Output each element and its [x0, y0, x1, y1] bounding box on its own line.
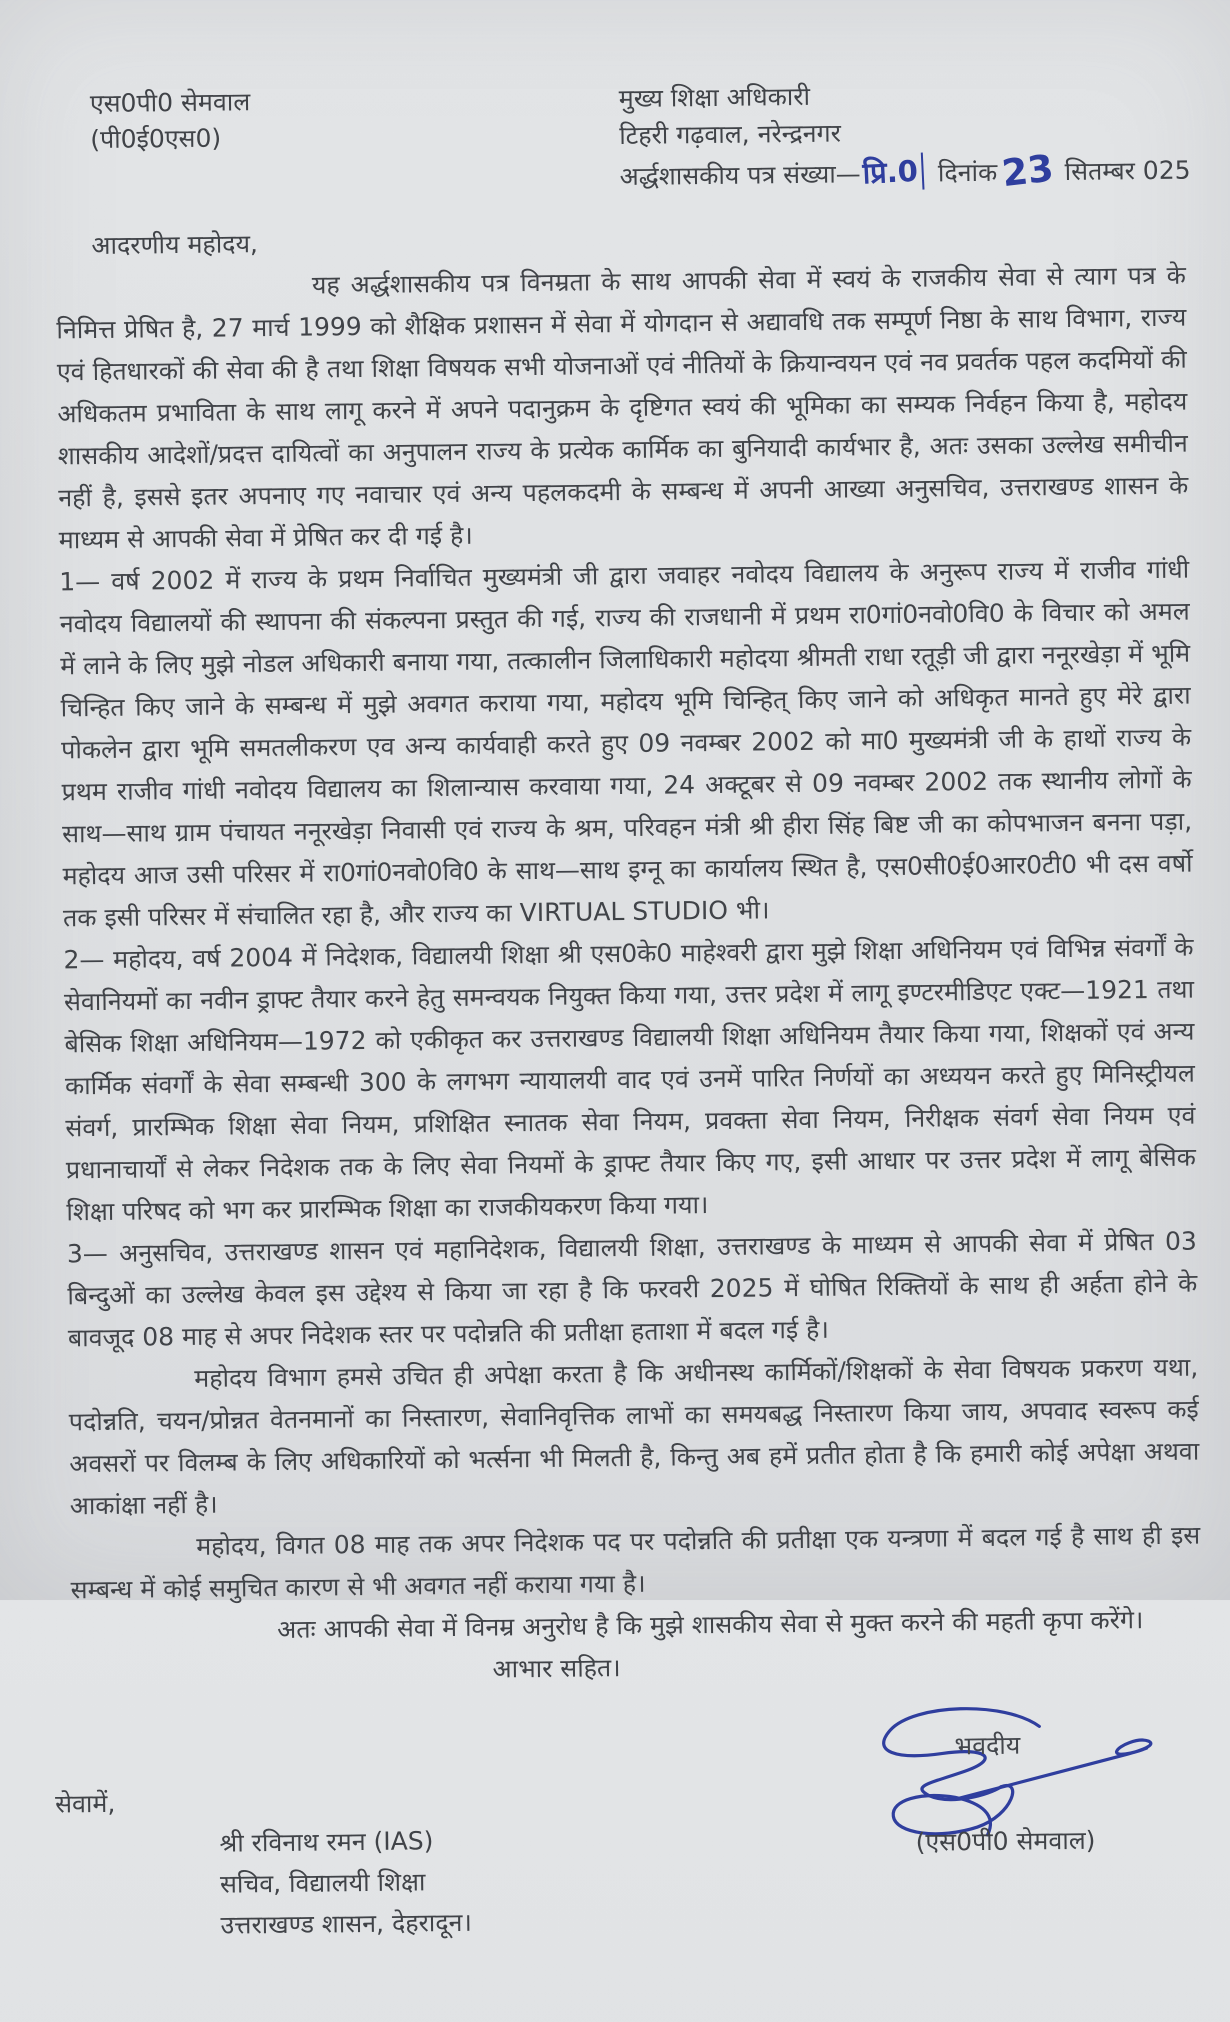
closing-section	[54, 1689, 1206, 2022]
addressee-lines	[219, 1820, 472, 1946]
sender-name: एस0पी0 सेमवाल	[89, 87, 251, 119]
office-title: मुख्य शिक्षा अधिकारी	[618, 81, 811, 114]
recipient-office-block	[618, 74, 1191, 196]
ref-prefix: अर्द्धशासकीय पत्र संख्या—	[619, 159, 861, 192]
addressee-department: उत्तराखण्ड शासन, देहरादून।	[220, 1907, 473, 1940]
letter-content	[54, 74, 1206, 2022]
office-location: टिहरी गढ़वाल, नरेन्द्रनगर	[619, 118, 842, 151]
addressee-block	[54, 1779, 473, 1947]
handwritten-ref-number: प्रि.0	[862, 153, 925, 193]
paragraph-intro: यह अर्द्धशासकीय पत्र विनम्रता के साथ आपकी सेवा में स्वयं के राजकीय सेवा से त्याग पत्र के निमित्त प्रेषित है, 27 मार्च 1999 को शैक्षिक प्रशासन में सेवा में योगदान से अद्यावधि तक सम्पूर्ण निष्ठा के साथ विभाग, राज्य एवं हितधारकों की सेवा की है तथा शिक्षा विषयक सभी योजनाओं एवं नीतियों के क्रियान्वयन एवं नव प्रवर्तक पहल कदमियों की अधिकतम प्रभाविता के साथ लागू करने में अपने पदानुक्रम के दृष्टिगत स्वयं की भूमिका का सम्यक निर्वहन किया है, महोदय शासकीय आदेशों/प्रदत्त दायित्वों का अनुपालन राज्य के प्रत्येक कार्मिक का बुनियादी कार्यभार है, अतः उसका उल्लेख समीचीन नहीं है, इससे इतर अपनाए गए नवाचार एवं अन्य पहलकदमी के सम्बन्ध में अपनी आख्या अनुसचिव, उत्तराखण्ड शासन के माध्यम से आपकी सेवा में प्रेषित कर दी गई है।	[56, 260, 1189, 555]
paragraph-wait: महोदय, विगत 08 माह तक अपर निदेशक पद पर पदोन्नति की प्रतीक्षा एक यन्त्रणा में बदल गई है साथ ही इस सम्बन्ध में कोई समुचित कारण से भी अवगत नहीं कराया गया है।	[70, 1520, 1201, 1605]
date-label: दिनांक	[937, 157, 998, 188]
paragraph-expectation: महोदय विभाग हमसे उचित ही अपेक्षा करता है कि अधीनस्थ कार्मिकों/शिक्षकों के सेवा विषयक प्रकरण यथा, पदोन्नति, चयन/प्रोन्नत वेतनमानों का निस्तारण, सेवानिवृत्तिक लाभों का समयबद्ध निस्तारण किया जाय, अपवाद स्वरूप कई अवसरों पर विलम्ब के लिए अधिकारियों को भर्त्सना भी मिलती है, किन्तु अब हमें प्रतीत होता है कि हमारी कोई अपेक्षा अथवा आकांक्षा नहीं है।	[68, 1352, 1200, 1521]
paragraph-point-3: 3— अनुसचिव, उत्तराखण्ड शासन एवं महानिदेशक, विद्यालयी शिक्षा, उत्तराखण्ड के माध्यम से आपकी सेवा में प्रेषित 03 बिन्दुओं का उल्लेख केवल इस उद्देश्य से किया जा रहा है कि फरवरी 2025 में घोषित रिक्तियों के साथ ही अर्हता होने के बावजूद 08 माह से अपर निदेशक स्तर पर पदोन्नति की प्रतीक्षा हताशा में बदल गई है।	[66, 1226, 1198, 1353]
salutation: आदरणीय महोदय,	[91, 229, 259, 261]
paragraph-point-2: 2— महोदय, वर्ष 2004 में निदेशक, विद्यालयी शिक्षा श्री एस0के0 माहेश्वरी द्वारा मुझे शिक्षा अधिनियम एवं विभिन्न संवर्गों के सेवानियमों का नवीन ड्राफ्ट तैयार करने हेतु समन्वयक नियुक्त किया गया, उत्तर प्रदेश में लागू इण्टरमीडिएट एक्ट—1921 तथा बेसिक शिक्षा अधिनियम—1972 को एकीकृत कर उत्तराखण्ड विद्यालयी शिक्षा अधिनियम तैयार किया गया, शिक्षकों एवं अन्य कार्मिक संवर्गों के सेवा सम्बन्धी 300 के लगभग न्यायालयी वाद एवं उनमें पारित निर्णयों का अध्ययन करते हुए मिनिस्ट्रीयल संवर्ग, प्रारम्भिक शिक्षा सेवा नियम, प्रशिक्षित स्नातक सेवा नियम, प्रवक्ता सेवा नियम, निरीक्षक संवर्ग सेवा नियम एवं प्रधानाचार्यों से लेकर निदेशक तक के लिए सेवा नियमों के ड्राफ्ट तैयार किए गए, इसी आधार पर उत्तर प्रदेश में लागू बेसिक शिक्षा परिषद को भग कर प्रारम्भिक शिक्षा का राजकीयकरण किया गया।	[63, 932, 1197, 1227]
addressee-title: सचिव, विद्यालयी शिक्षा	[219, 1867, 426, 1899]
date-suffix: सितम्बर 025	[1064, 155, 1191, 186]
addressee-label: सेवामें,	[54, 1788, 116, 1819]
letter-header	[54, 74, 1191, 202]
sender-block	[90, 84, 251, 158]
reference-date-line	[619, 146, 1191, 196]
handwritten-date: 23	[999, 146, 1056, 196]
valediction: भवदीय	[954, 1730, 1021, 1761]
paragraph-point-1: 1— वर्ष 2002 में राज्य के प्रथम निर्वाचित मुख्यमंत्री जी द्वारा जवाहर नवोदय विद्यालय के अनुरूप राज्य में राजीव गांधी नवोदय विद्यालयों की स्थापना की संकल्पना प्रस्तुत की गई, राज्य की राजधानी में प्रथम रा0गां0नवो0वि0 के विचार को अमल में लाने के लिए मुझे नोडल अधिकारी बनाया गया, तत्कालीन जिलाधिकारी महोदया श्रीमती राधा रतूड़ी जी द्वारा ननूरखेड़ा में भूमि चिन्हित किए जाने के सम्बन्ध में मुझे अवगत कराया गया, महोदय भूमि चिन्हित् किए जाने को अधिकृत मानते हुए मेरे द्वारा पोकलेन द्वारा भूमि समतलीकरण एव अन्य कार्यवाही करते हुए 09 नवम्बर 2002 को मा0 मुख्यमंत्री जी के हाथों राज्य के प्रथम राजीव गांधी नवोदय विद्यालय का शिलान्यास करवाया गया, 24 अक्टूबर से 09 नवम्बर 2002 तक स्थानीय लोगों के साथ—साथ ग्राम पंचायत ननूरखेड़ा निवासी एवं राज्य के श्रम, परिवहन मंत्री श्री हीरा सिंह बिष्ट जी का कोपभाजन बनना पड़ा, महोदय आज उसी परिसर में रा0गां0नवो0वि0 के साथ—साथ इग्नू का कार्यालय स्थित है, एस0सी0ई0आर0टी0 भी दस वर्षो तक इसी परिसर में संचालित रहा है, और राज्य का VIRTUAL STUDIO भी।	[59, 554, 1193, 933]
signatory-name: (एस0पी0 सेमवाल)	[915, 1825, 1096, 1857]
paragraph-thanks: आभार सहित।	[492, 1653, 621, 1684]
signature-block	[854, 1691, 1186, 1885]
sender-designation: (पी0ई0एस0)	[90, 123, 222, 155]
paragraph-request: अतः आपकी सेवा में विनम्र अनुरोध है कि मुझे शासकीय सेवा से मुक्त करने की महती कृपा करेंगे।	[277, 1605, 1144, 1644]
letter-body	[56, 255, 1202, 1696]
addressee-name: श्री रविनाथ रमन (IAS)	[219, 1826, 434, 1858]
